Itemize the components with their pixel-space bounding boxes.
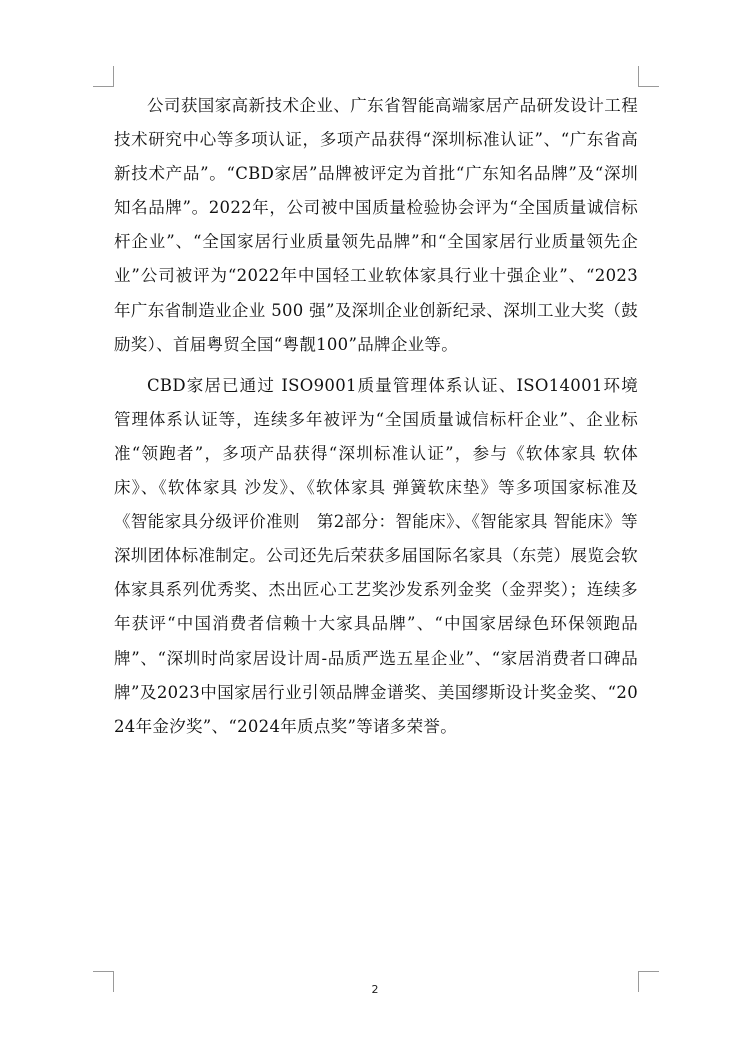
paragraph-cbd-standards-awards: CBD家居已通过 ISO9001质量管理体系认证、ISO14001环境管理体系认证等，连续多年被评为“全国质量诚信标杆企业”、企业标准“领跑者”，多项产品获得“深圳标准认证”，参与《软体家具 软体床》、《软体家具 沙发》、《软体家具 弹簧软床垫》等多项国家标准及《智能家具分级评价准则 第2部分：智能床》、《智能家具 智能床》等深圳团体标准制定。公司还先后荣获多届国际名家具（东莞）展览会软体家具系列优秀奖、杰出匠心工艺奖沙发系列金奖（金羿奖）；连续多年获评“中国消费者信赖十大家具品牌”、“中国家居绿色环保领跑品牌”、“深圳时尚家居设计周-品质严选五星企业”、“家居消费者口碑品牌”及2023中国家居行业引领品牌金谱奖、美国缪斯设计奖金奖、“2024年金汐奖”、“2024年质点奖”等诸多荣誉。 — [114, 375, 638, 736]
page-number: 2 — [371, 983, 379, 996]
crop-mark-top-right — [638, 66, 659, 87]
paragraph-company-certifications: 公司获国家高新技术企业、广东省智能高端家居产品研发设计工程技术研究中心等多项认证，多项产品获得“深圳标准认证”、“广东省高新技术产品”。“CBD家居”品牌被评定为首批“广东知名品牌”及“深圳知名品牌”。2022年，公司被中国质量检验协会评为“全国质量诚信标杆企业”、“全国家居行业质量领先品牌”和“全国家居行业质量领先企业”公司被评为“2022年中国轻工业软体家具行业十强企业”、“2023年广东省制造业企业 500 强”及深圳企业创新纪录、深圳工业大奖（鼓励奖）、首届粤贸全国“粤靓100”品牌企业等。 — [114, 96, 638, 354]
body-text — [114, 89, 638, 751]
crop-mark-top-left — [93, 66, 114, 87]
